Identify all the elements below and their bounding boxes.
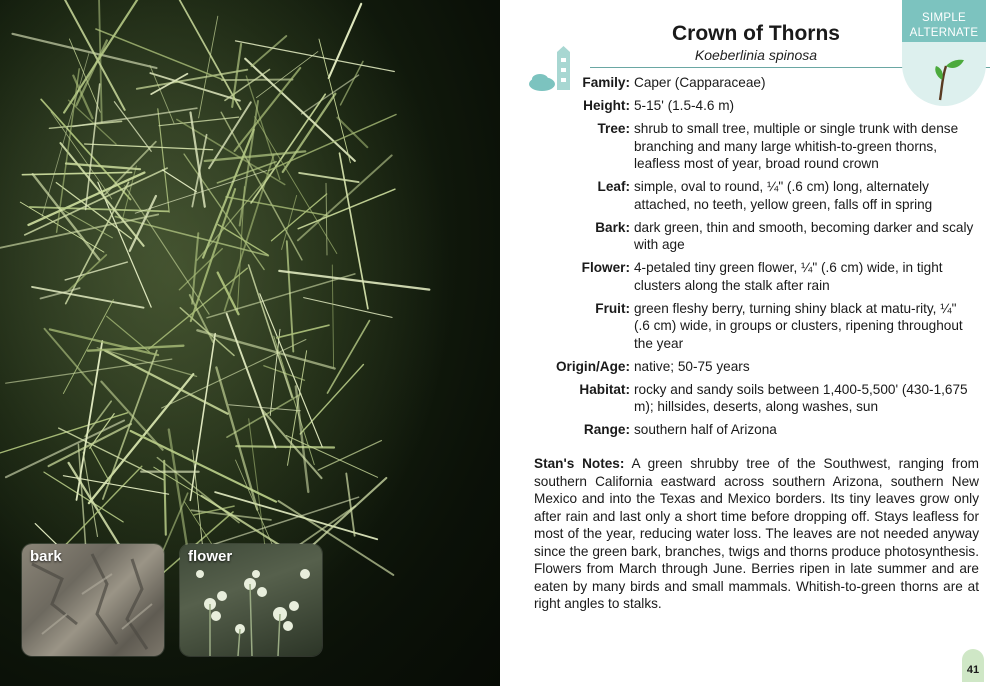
scientific-name: Koeberlinia spinosa (694, 47, 818, 63)
flower-inset-photo (180, 544, 322, 656)
thorn-branch (236, 446, 334, 447)
field-origin-age (530, 358, 975, 376)
field-label: Leaf: (597, 179, 630, 194)
species-fields (530, 74, 975, 444)
field-height (530, 97, 975, 115)
field-value: dark green, thin and smooth, becoming darker and scaly with age (634, 219, 974, 252)
field-value: shrub to small tree, multiple or single trunk with dense branching and many large whitish-to-green thorns, leafless most of year, broad round crown (634, 121, 959, 171)
field-value: 5-15' (1.5-4.6 m) (634, 98, 735, 113)
field-value: native; 50-75 years (634, 358, 750, 374)
page-number: 41 (966, 664, 980, 676)
stans-notes (534, 455, 979, 613)
field-label: Fruit: (595, 300, 630, 316)
notes-text: A green shrubby tree of the Southwest, ranging from southern California eastward across southern Arizona, southern New Mexico and into the Texas and Mexico borders. Its tiny leaves grow only after rain and last only a short time before dropping off. Stays leafless for most of the year, reducing water loss. The leaves are not needed anyway since the green bark, branches, twigs and thorns produce photosynthesis. Flowers from March through June. Berries ripen in late summer and are eaten by many birds and small mammals. Whitish-to-green thorns are at right angles to stalks. (534, 456, 979, 611)
page-number-tab (962, 648, 984, 682)
flower-label: flower (188, 548, 233, 565)
field-bark (530, 219, 975, 254)
field-value: 4-petaled tiny green flower, ¼" (.6 cm) wide, in tight clusters along the stalk after rain (634, 260, 943, 293)
notes-label: Stan's Notes: (534, 456, 625, 471)
field-value: southern half of Arizona (634, 422, 777, 437)
field-label: Flower: (581, 260, 630, 275)
field-label: Family: (582, 75, 630, 90)
field-fruit (530, 300, 975, 353)
field-value: Caper (Capparaceae) (634, 75, 766, 90)
field-range (530, 421, 975, 439)
field-habitat (530, 381, 975, 416)
badge-label (902, 11, 986, 41)
field-label: Habitat: (579, 381, 630, 397)
field-label: Height: (583, 98, 630, 113)
species-text-page (500, 0, 1000, 686)
field-value: rocky and sandy soils between 1,400-5,500' (430-1,675 m); hillsides, deserts, along washes, sun (634, 381, 968, 414)
field-label: Origin/Age: (555, 358, 630, 374)
field-flower (530, 259, 975, 294)
page-title: Crown of Thorns (672, 22, 840, 45)
field-label: Range: (583, 422, 630, 437)
field-label: Tree: (597, 121, 630, 136)
bark-label: bark (30, 548, 62, 565)
thorn-branch (222, 80, 293, 81)
badge-line-simple: SIMPLE (922, 12, 966, 24)
field-label: Bark: (595, 219, 630, 235)
field-value: simple, oval to round, ¼" (.6 cm) long, alternately attached, no teeth, yellow green, falls off in spring (634, 179, 933, 212)
field-family (530, 74, 975, 92)
bark-inset-photo (22, 544, 164, 656)
field-value: green fleshy berry, turning shiny black at matu-rity, ¼" (.6 cm) wide, in groups or clusters, ripening throughout the year (634, 300, 963, 351)
field-leaf (530, 178, 975, 213)
field-tree (530, 120, 975, 173)
badge-line-alternate: ALTERNATE (909, 27, 979, 39)
